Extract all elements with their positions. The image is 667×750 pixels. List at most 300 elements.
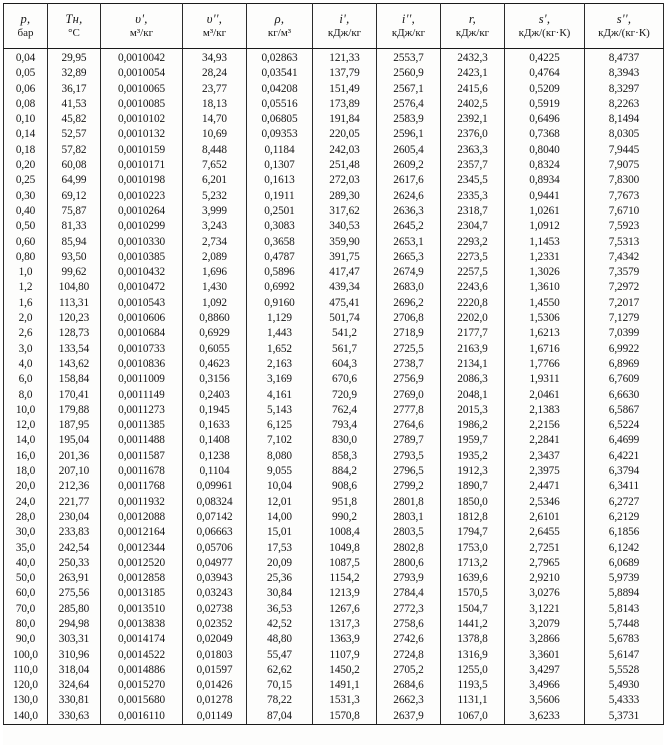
vapor-volume-cell: 0,04977 (183, 556, 247, 571)
pressure-cell: 10,0 (4, 403, 48, 418)
latent-heat-cell: 1316,9 (441, 648, 505, 663)
vapor-volume-cell: 0,1945 (183, 403, 247, 418)
temperature-cell: 120,23 (48, 311, 101, 326)
vapor-enthalpy-cell: 2793,9 (377, 571, 441, 586)
density-cell: 0,1307 (247, 158, 313, 173)
temperature-cell: 29,95 (48, 49, 101, 67)
liquid-volume-cell: 0,0010198 (101, 173, 183, 188)
temperature-cell: 81,33 (48, 219, 101, 234)
density-cell: 0,1184 (247, 143, 313, 158)
temperature-cell: 170,41 (48, 388, 101, 403)
vapor-volume-cell: 0,07142 (183, 510, 247, 525)
liquid-entropy-cell: 0,5919 (505, 97, 585, 112)
vapor-entropy-cell: 5,7448 (585, 617, 664, 632)
vapor-enthalpy-cell: 2793,5 (377, 449, 441, 464)
vapor-entropy-cell: 6,0689 (585, 556, 664, 571)
latent-heat-cell: 2177,7 (441, 326, 505, 341)
density-cell: 1,443 (247, 326, 313, 341)
vapor-enthalpy-cell: 2800,6 (377, 556, 441, 571)
vapor-entropy-cell: 8,4737 (585, 49, 664, 67)
vapor-volume-cell: 0,6055 (183, 342, 247, 357)
temperature-cell: 294,98 (48, 617, 101, 632)
table-row (4, 112, 664, 127)
vapor-volume-cell: 0,01803 (183, 648, 247, 663)
steam-table-page (3, 3, 663, 745)
latent-heat-cell: 2163,9 (441, 342, 505, 357)
temperature-cell: 128,73 (48, 326, 101, 341)
temperature-cell: 60,08 (48, 158, 101, 173)
vapor-enthalpy-cell: 2801,8 (377, 495, 441, 510)
latent-heat-cell: 2048,1 (441, 388, 505, 403)
vapor-entropy-cell: 8,3943 (585, 66, 664, 81)
temperature-cell: 179,88 (48, 403, 101, 418)
vapor-volume-cell: 1,430 (183, 280, 247, 295)
liquid-enthalpy-cell: 151,49 (313, 82, 377, 97)
density-cell: 0,09353 (247, 127, 313, 142)
liquid-entropy-cell: 2,6101 (505, 510, 585, 525)
temperature-cell: 242,54 (48, 541, 101, 556)
temperature-cell: 64,99 (48, 173, 101, 188)
vapor-entropy-cell: 6,1856 (585, 525, 664, 540)
liquid-enthalpy-cell: 1491,1 (313, 678, 377, 693)
table-row (4, 219, 664, 234)
vapor-entropy-cell: 8,0305 (585, 127, 664, 142)
vapor-volume-cell: 1,696 (183, 265, 247, 280)
vapor-entropy-cell: 5,3731 (585, 709, 664, 725)
table-row (4, 357, 664, 372)
table-row (4, 586, 664, 601)
density-cell: 20,09 (247, 556, 313, 571)
liquid-enthalpy-cell: 541,2 (313, 326, 377, 341)
liquid-volume-cell: 0,0012520 (101, 556, 183, 571)
liquid-enthalpy-cell: 501,74 (313, 311, 377, 326)
density-cell: 0,5896 (247, 265, 313, 280)
header-liquid-specific-volume: υ', м³/кг (101, 4, 183, 49)
header-vapor-specific-volume: υ'', м³/кг (183, 4, 247, 49)
density-cell: 70,15 (247, 678, 313, 693)
table-row (4, 173, 664, 188)
pressure-cell: 14,0 (4, 433, 48, 448)
vapor-enthalpy-cell: 2696,2 (377, 296, 441, 311)
temperature-cell: 104,80 (48, 280, 101, 295)
liquid-volume-cell: 0,0011009 (101, 372, 183, 387)
header-vapor-entropy: s'', кДж/(кг·К) (585, 4, 664, 49)
liquid-volume-cell: 0,0013510 (101, 602, 183, 617)
vapor-entropy-cell: 7,2972 (585, 280, 664, 295)
pressure-cell: 110,0 (4, 663, 48, 678)
liquid-volume-cell: 0,0010330 (101, 235, 183, 250)
liquid-entropy-cell: 1,9311 (505, 372, 585, 387)
temperature-cell: 285,80 (48, 602, 101, 617)
vapor-volume-cell: 0,1238 (183, 449, 247, 464)
header-row (4, 4, 664, 49)
vapor-entropy-cell: 6,2129 (585, 510, 664, 525)
vapor-entropy-cell: 5,6147 (585, 648, 664, 663)
vapor-entropy-cell: 7,1279 (585, 311, 664, 326)
liquid-volume-cell: 0,0010299 (101, 219, 183, 234)
liquid-entropy-cell: 3,1221 (505, 602, 585, 617)
liquid-enthalpy-cell: 604,3 (313, 357, 377, 372)
liquid-enthalpy-cell: 439,34 (313, 280, 377, 295)
vapor-volume-cell: 2,089 (183, 250, 247, 265)
pressure-cell: 0,04 (4, 49, 48, 67)
liquid-entropy-cell: 3,4966 (505, 678, 585, 693)
liquid-enthalpy-cell: 1107,9 (313, 648, 377, 663)
density-cell: 25,36 (247, 571, 313, 586)
table-row (4, 693, 664, 708)
liquid-entropy-cell: 2,3975 (505, 464, 585, 479)
liquid-entropy-cell: 1,6716 (505, 342, 585, 357)
table-row (4, 296, 664, 311)
table-row (4, 342, 664, 357)
table-row (4, 97, 664, 112)
temperature-cell: 36,17 (48, 82, 101, 97)
latent-heat-cell: 1504,7 (441, 602, 505, 617)
liquid-entropy-cell: 3,0276 (505, 586, 585, 601)
temperature-cell: 310,96 (48, 648, 101, 663)
pressure-cell: 0,20 (4, 158, 48, 173)
table-row (4, 449, 664, 464)
liquid-entropy-cell: 3,3601 (505, 648, 585, 663)
temperature-cell: 32,89 (48, 66, 101, 81)
vapor-volume-cell: 0,03243 (183, 586, 247, 601)
vapor-entropy-cell: 8,2263 (585, 97, 664, 112)
header-saturation-temperature: Tн, °С (48, 4, 101, 49)
table-row (4, 189, 664, 204)
pressure-cell: 0,10 (4, 112, 48, 127)
density-cell: 0,02863 (247, 49, 313, 67)
liquid-entropy-cell: 3,5606 (505, 693, 585, 708)
liquid-entropy-cell: 2,7251 (505, 541, 585, 556)
vapor-entropy-cell: 6,1242 (585, 541, 664, 556)
liquid-entropy-cell: 3,2866 (505, 632, 585, 647)
pressure-cell: 0,80 (4, 250, 48, 265)
latent-heat-cell: 1639,6 (441, 571, 505, 586)
liquid-volume-cell: 0,0012344 (101, 541, 183, 556)
density-cell: 8,080 (247, 449, 313, 464)
density-cell: 0,04208 (247, 82, 313, 97)
liquid-volume-cell: 0,0012858 (101, 571, 183, 586)
liquid-enthalpy-cell: 1087,5 (313, 556, 377, 571)
pressure-cell: 30,0 (4, 525, 48, 540)
liquid-volume-cell: 0,0015680 (101, 693, 183, 708)
table-row (4, 525, 664, 540)
table-row (4, 66, 664, 81)
vapor-entropy-cell: 6,2727 (585, 495, 664, 510)
liquid-enthalpy-cell: 417,47 (313, 265, 377, 280)
vapor-entropy-cell: 6,7609 (585, 372, 664, 387)
liquid-volume-cell: 0,0010733 (101, 342, 183, 357)
vapor-entropy-cell: 8,1494 (585, 112, 664, 127)
vapor-enthalpy-cell: 2684,6 (377, 678, 441, 693)
vapor-volume-cell: 0,1633 (183, 418, 247, 433)
liquid-enthalpy-cell: 1363,9 (313, 632, 377, 647)
vapor-enthalpy-cell: 2637,9 (377, 709, 441, 725)
liquid-volume-cell: 0,0010264 (101, 204, 183, 219)
latent-heat-cell: 2134,1 (441, 357, 505, 372)
vapor-volume-cell: 0,01426 (183, 678, 247, 693)
table-row (4, 250, 664, 265)
liquid-enthalpy-cell: 137,79 (313, 66, 377, 81)
latent-heat-cell: 1812,8 (441, 510, 505, 525)
liquid-entropy-cell: 2,5346 (505, 495, 585, 510)
vapor-enthalpy-cell: 2803,1 (377, 510, 441, 525)
liquid-enthalpy-cell: 1008,4 (313, 525, 377, 540)
latent-heat-cell: 1935,2 (441, 449, 505, 464)
liquid-entropy-cell: 2,3437 (505, 449, 585, 464)
liquid-entropy-cell: 0,5209 (505, 82, 585, 97)
vapor-entropy-cell: 6,5224 (585, 418, 664, 433)
vapor-enthalpy-cell: 2769,0 (377, 388, 441, 403)
latent-heat-cell: 2357,7 (441, 158, 505, 173)
vapor-enthalpy-cell: 2764,6 (377, 418, 441, 433)
liquid-entropy-cell: 2,6455 (505, 525, 585, 540)
vapor-enthalpy-cell: 2609,2 (377, 158, 441, 173)
latent-heat-cell: 2086,3 (441, 372, 505, 387)
temperature-cell: 133,54 (48, 342, 101, 357)
table-row (4, 678, 664, 693)
table-row (4, 479, 664, 494)
temperature-cell: 221,77 (48, 495, 101, 510)
pressure-cell: 1,0 (4, 265, 48, 280)
pressure-cell: 6,0 (4, 372, 48, 387)
vapor-volume-cell: 0,1104 (183, 464, 247, 479)
liquid-volume-cell: 0,0010472 (101, 280, 183, 295)
latent-heat-cell: 1570,5 (441, 586, 505, 601)
vapor-volume-cell: 5,232 (183, 189, 247, 204)
pressure-cell: 120,0 (4, 678, 48, 693)
pressure-cell: 28,0 (4, 510, 48, 525)
temperature-cell: 158,84 (48, 372, 101, 387)
saturated-steam-table (3, 3, 664, 725)
vapor-entropy-cell: 7,3579 (585, 265, 664, 280)
pressure-cell: 80,0 (4, 617, 48, 632)
pressure-cell: 0,40 (4, 204, 48, 219)
pressure-cell: 90,0 (4, 632, 48, 647)
pressure-cell: 40,0 (4, 556, 48, 571)
vapor-enthalpy-cell: 2624,6 (377, 189, 441, 204)
liquid-enthalpy-cell: 173,89 (313, 97, 377, 112)
table-row (4, 541, 664, 556)
pressure-cell: 100,0 (4, 648, 48, 663)
vapor-enthalpy-cell: 2560,9 (377, 66, 441, 81)
liquid-volume-cell: 0,0012164 (101, 525, 183, 540)
liquid-entropy-cell: 0,7368 (505, 127, 585, 142)
liquid-entropy-cell: 2,1383 (505, 403, 585, 418)
latent-heat-cell: 2304,7 (441, 219, 505, 234)
pressure-cell: 24,0 (4, 495, 48, 510)
density-cell: 0,03541 (247, 66, 313, 81)
density-cell: 10,04 (247, 479, 313, 494)
table-row (4, 280, 664, 295)
latent-heat-cell: 1850,0 (441, 495, 505, 510)
liquid-volume-cell: 0,0010432 (101, 265, 183, 280)
vapor-entropy-cell: 7,4342 (585, 250, 664, 265)
density-cell: 48,80 (247, 632, 313, 647)
temperature-cell: 45,82 (48, 112, 101, 127)
liquid-volume-cell: 0,0010385 (101, 250, 183, 265)
latent-heat-cell: 2376,0 (441, 127, 505, 142)
liquid-volume-cell: 0,0013838 (101, 617, 183, 632)
vapor-volume-cell: 6,201 (183, 173, 247, 188)
vapor-entropy-cell: 6,8969 (585, 357, 664, 372)
temperature-cell: 41,53 (48, 97, 101, 112)
density-cell: 0,1613 (247, 173, 313, 188)
vapor-enthalpy-cell: 2706,8 (377, 311, 441, 326)
table-row (4, 464, 664, 479)
liquid-entropy-cell: 0,8934 (505, 173, 585, 188)
vapor-volume-cell: 3,243 (183, 219, 247, 234)
temperature-cell: 263,91 (48, 571, 101, 586)
temperature-cell: 201,36 (48, 449, 101, 464)
liquid-entropy-cell: 1,6213 (505, 326, 585, 341)
table-row (4, 311, 664, 326)
vapor-enthalpy-cell: 2784,4 (377, 586, 441, 601)
liquid-entropy-cell: 3,6233 (505, 709, 585, 725)
liquid-volume-cell: 0,0010085 (101, 97, 183, 112)
table-row (4, 158, 664, 173)
latent-heat-cell: 2345,5 (441, 173, 505, 188)
temperature-cell: 303,31 (48, 632, 101, 647)
density-cell: 36,53 (247, 602, 313, 617)
liquid-volume-cell: 0,0010042 (101, 49, 183, 67)
vapor-enthalpy-cell: 2662,3 (377, 693, 441, 708)
vapor-enthalpy-cell: 2576,4 (377, 97, 441, 112)
liquid-enthalpy-cell: 475,41 (313, 296, 377, 311)
vapor-entropy-cell: 6,3794 (585, 464, 664, 479)
liquid-entropy-cell: 1,2331 (505, 250, 585, 265)
vapor-volume-cell: 2,734 (183, 235, 247, 250)
vapor-enthalpy-cell: 2777,8 (377, 403, 441, 418)
liquid-enthalpy-cell: 251,48 (313, 158, 377, 173)
vapor-entropy-cell: 7,9445 (585, 143, 664, 158)
table-row (4, 143, 664, 158)
pressure-cell: 2,0 (4, 311, 48, 326)
liquid-enthalpy-cell: 242,03 (313, 143, 377, 158)
liquid-entropy-cell: 2,2841 (505, 433, 585, 448)
pressure-cell: 0,60 (4, 235, 48, 250)
pressure-cell: 0,14 (4, 127, 48, 142)
liquid-entropy-cell: 2,9210 (505, 571, 585, 586)
latent-heat-cell: 1794,7 (441, 525, 505, 540)
pressure-cell: 0,50 (4, 219, 48, 234)
liquid-entropy-cell: 1,7766 (505, 357, 585, 372)
density-cell: 0,6992 (247, 280, 313, 295)
table-row (4, 556, 664, 571)
table-row (4, 571, 664, 586)
liquid-volume-cell: 0,0010836 (101, 357, 183, 372)
vapor-enthalpy-cell: 2605,4 (377, 143, 441, 158)
pressure-cell: 8,0 (4, 388, 48, 403)
latent-heat-cell: 2432,3 (441, 49, 505, 67)
vapor-enthalpy-cell: 2645,2 (377, 219, 441, 234)
latent-heat-cell: 2257,5 (441, 265, 505, 280)
liquid-entropy-cell: 2,4471 (505, 479, 585, 494)
vapor-enthalpy-cell: 2789,7 (377, 433, 441, 448)
density-cell: 0,2501 (247, 204, 313, 219)
liquid-volume-cell: 0,0015270 (101, 678, 183, 693)
liquid-volume-cell: 0,0014174 (101, 632, 183, 647)
vapor-enthalpy-cell: 2803,5 (377, 525, 441, 540)
header-vapor-enthalpy: i'', кДж/кг (377, 4, 441, 49)
vapor-entropy-cell: 6,4221 (585, 449, 664, 464)
vapor-entropy-cell: 6,4699 (585, 433, 664, 448)
vapor-enthalpy-cell: 2718,9 (377, 326, 441, 341)
latent-heat-cell: 2202,0 (441, 311, 505, 326)
liquid-volume-cell: 0,0010054 (101, 66, 183, 81)
vapor-volume-cell: 0,03943 (183, 571, 247, 586)
liquid-volume-cell: 0,0011587 (101, 449, 183, 464)
density-cell: 2,163 (247, 357, 313, 372)
liquid-volume-cell: 0,0011385 (101, 418, 183, 433)
vapor-volume-cell: 8,448 (183, 143, 247, 158)
latent-heat-cell: 2318,7 (441, 204, 505, 219)
density-cell: 30,84 (247, 586, 313, 601)
temperature-cell: 99,62 (48, 265, 101, 280)
table-row (4, 510, 664, 525)
latent-heat-cell: 1378,8 (441, 632, 505, 647)
density-cell: 62,62 (247, 663, 313, 678)
liquid-enthalpy-cell: 289,30 (313, 189, 377, 204)
liquid-enthalpy-cell: 121,33 (313, 49, 377, 67)
liquid-volume-cell: 0,0011273 (101, 403, 183, 418)
table-row (4, 49, 664, 67)
liquid-volume-cell: 0,0010223 (101, 189, 183, 204)
liquid-enthalpy-cell: 220,05 (313, 127, 377, 142)
vapor-enthalpy-cell: 2756,9 (377, 372, 441, 387)
vapor-enthalpy-cell: 2724,8 (377, 648, 441, 663)
vapor-volume-cell: 3,999 (183, 204, 247, 219)
vapor-enthalpy-cell: 2738,7 (377, 357, 441, 372)
vapor-volume-cell: 0,3156 (183, 372, 247, 387)
latent-heat-cell: 1255,0 (441, 663, 505, 678)
liquid-volume-cell: 0,0010065 (101, 82, 183, 97)
liquid-enthalpy-cell: 858,3 (313, 449, 377, 464)
vapor-volume-cell: 23,77 (183, 82, 247, 97)
liquid-enthalpy-cell: 884,2 (313, 464, 377, 479)
latent-heat-cell: 1441,2 (441, 617, 505, 632)
table-row (4, 648, 664, 663)
table-row (4, 372, 664, 387)
vapor-entropy-cell: 5,8894 (585, 586, 664, 601)
pressure-cell: 140,0 (4, 709, 48, 725)
vapor-volume-cell: 1,092 (183, 296, 247, 311)
liquid-enthalpy-cell: 990,2 (313, 510, 377, 525)
vapor-entropy-cell: 7,5923 (585, 219, 664, 234)
vapor-enthalpy-cell: 2583,9 (377, 112, 441, 127)
density-cell: 1,129 (247, 311, 313, 326)
density-cell: 0,9160 (247, 296, 313, 311)
liquid-enthalpy-cell: 908,6 (313, 479, 377, 494)
vapor-volume-cell: 0,06663 (183, 525, 247, 540)
pressure-cell: 3,0 (4, 342, 48, 357)
density-cell: 78,22 (247, 693, 313, 708)
vapor-volume-cell: 0,6929 (183, 326, 247, 341)
liquid-enthalpy-cell: 670,6 (313, 372, 377, 387)
vapor-entropy-cell: 6,5867 (585, 403, 664, 418)
density-cell: 0,4787 (247, 250, 313, 265)
vapor-entropy-cell: 5,4930 (585, 678, 664, 693)
temperature-cell: 275,56 (48, 586, 101, 601)
vapor-volume-cell: 0,02352 (183, 617, 247, 632)
latent-heat-cell: 2243,6 (441, 280, 505, 295)
temperature-cell: 69,12 (48, 189, 101, 204)
table-row (4, 602, 664, 617)
liquid-volume-cell: 0,0011488 (101, 433, 183, 448)
vapor-enthalpy-cell: 2742,6 (377, 632, 441, 647)
vapor-entropy-cell: 7,7673 (585, 189, 664, 204)
vapor-entropy-cell: 8,3297 (585, 82, 664, 97)
